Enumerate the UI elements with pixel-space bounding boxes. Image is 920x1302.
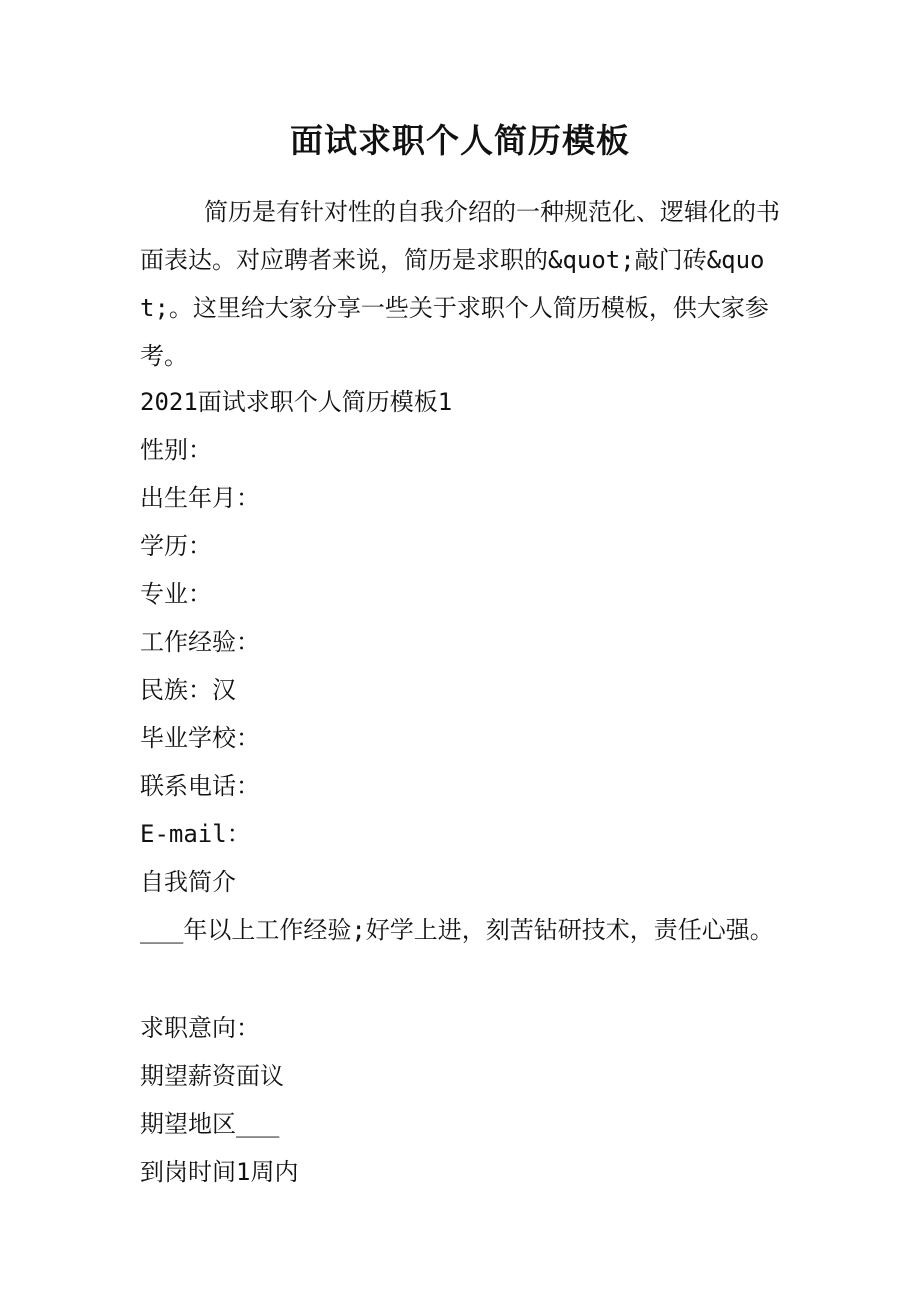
expected-salary-line: 期望薪资面议 — [140, 1062, 284, 1090]
work-experience-field-label: 工作经验： — [140, 628, 260, 656]
education-field-label: 学历： — [140, 532, 212, 560]
email-field-label: E-mail： — [140, 820, 251, 848]
expected-region-line: 期望地区___ — [140, 1110, 280, 1138]
template-heading: 2021面试求职个人简历模板1 — [140, 388, 453, 416]
intro-paragraph: 简历是有针对性的自我介绍的一种规范化、逻辑化的书面表达。对应聘者来说，简历是求职的&quot;敲门砖&quot;。这里给大家分享一些关于求职个人简历模板，供大家参考。 — [140, 198, 780, 370]
gender-field-label: 性别： — [140, 436, 212, 464]
phone-field-label: 联系电话： — [140, 772, 260, 800]
birth-date-field-label: 出生年月： — [140, 484, 260, 512]
major-field-label: 专业： — [140, 580, 212, 608]
graduate-school-field-label: 毕业学校： — [140, 724, 260, 752]
self-intro-text: ___年以上工作经验;好学上进，刻苦钻研技术，责任心强。 — [140, 916, 774, 944]
ethnicity-field: 民族：汉 — [140, 676, 236, 704]
document-title: 面试求职个人简历模板 — [290, 121, 630, 160]
job-intention-heading: 求职意向： — [140, 1014, 260, 1042]
self-intro-heading: 自我简介 — [140, 868, 236, 896]
start-time-line: 到岗时间1周内 — [140, 1158, 299, 1186]
